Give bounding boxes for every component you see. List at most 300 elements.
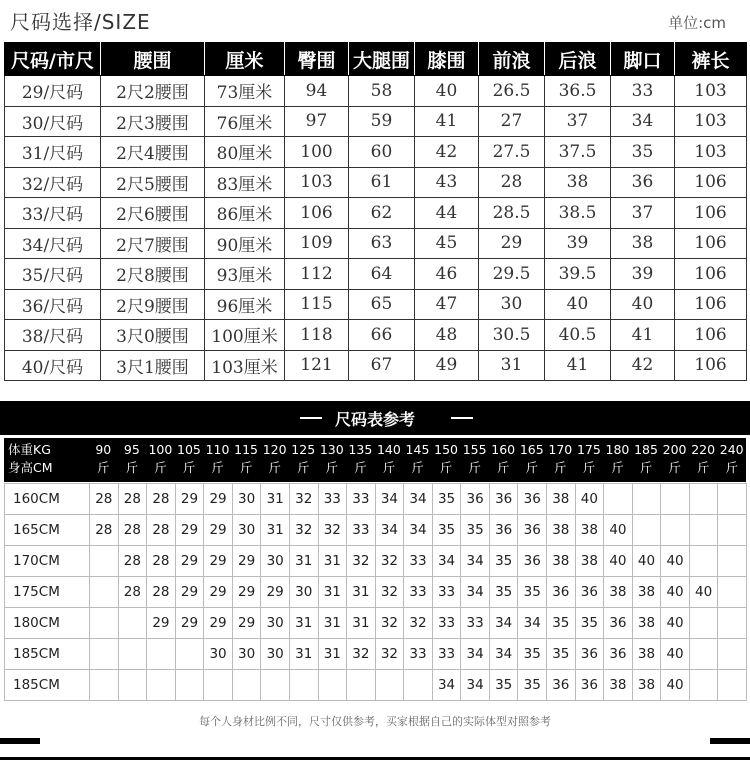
table-cell: 59	[349, 106, 415, 137]
size-cell	[718, 577, 747, 608]
table-cell: 2尺3腰围	[101, 106, 205, 137]
table-cell: 76厘米	[205, 106, 285, 137]
size-cell: 31	[347, 577, 376, 608]
weight-value: 135	[348, 442, 373, 457]
height-axis-label: 身高CM	[8, 460, 53, 475]
size-cell	[661, 515, 690, 546]
size-cell: 36	[489, 515, 518, 546]
size-cell: 33	[404, 546, 433, 577]
size-cell	[689, 639, 718, 670]
weight-column-header	[460, 441, 489, 477]
table-cell: 41	[545, 350, 611, 381]
table-cell: 106	[675, 198, 747, 229]
size-cell: 38	[632, 670, 661, 701]
size-cell	[90, 639, 119, 670]
size-cell	[689, 608, 718, 639]
table-cell: 97	[285, 106, 349, 137]
size-cell: 31	[289, 639, 318, 670]
table-cell: 103	[675, 137, 747, 168]
weight-unit: 斤	[354, 460, 367, 475]
size-cell: 35	[489, 546, 518, 577]
weight-unit: 斤	[411, 460, 424, 475]
size-cell: 29	[232, 608, 261, 639]
size-cell: 40	[661, 546, 690, 577]
divider-dash-right	[451, 417, 473, 419]
size-cell: 29	[175, 484, 204, 515]
reference-divider	[0, 401, 750, 435]
size-cell: 34	[404, 515, 433, 546]
weight-unit: 斤	[554, 460, 567, 475]
table-cell: 35/尺码	[5, 259, 101, 290]
size-cell	[689, 670, 718, 701]
size-table-header	[5, 43, 747, 76]
table-cell: 46	[415, 259, 479, 290]
table-row	[5, 670, 747, 701]
size-column-header: 臀围	[285, 43, 349, 76]
table-cell: 73厘米	[205, 76, 285, 107]
size-cell: 31	[261, 484, 290, 515]
size-cell: 28	[90, 484, 119, 515]
weight-value: 180	[605, 442, 630, 457]
table-cell: 31/尺码	[5, 137, 101, 168]
size-cell	[147, 670, 176, 701]
size-cell: 28	[147, 484, 176, 515]
table-cell: 2尺2腰围	[101, 76, 205, 107]
weight-unit: 斤	[182, 460, 196, 475]
table-cell: 96厘米	[205, 289, 285, 320]
table-row	[5, 106, 747, 137]
size-column-header: 尺码/市尺	[5, 43, 101, 76]
size-cell: 30	[261, 639, 290, 670]
size-cell: 40	[661, 670, 690, 701]
size-cell	[118, 639, 147, 670]
size-cell: 38	[575, 515, 604, 546]
size-cell: 33	[347, 484, 376, 515]
size-cell: 40	[661, 639, 690, 670]
weight-value: 130	[319, 442, 344, 457]
table-cell: 42	[611, 350, 675, 381]
weight-column-header	[689, 441, 718, 477]
weight-column-header	[375, 441, 404, 477]
weight-column-header	[232, 441, 261, 477]
table-row	[5, 484, 747, 515]
weight-unit: 斤	[611, 460, 624, 475]
size-cell	[118, 670, 147, 701]
reference-title: 尺码表参考	[334, 410, 415, 429]
weight-column-header	[603, 441, 632, 477]
table-cell: 49	[415, 350, 479, 381]
table-cell: 32/尺码	[5, 167, 101, 198]
table-row	[5, 639, 747, 670]
size-cell: 36	[518, 515, 547, 546]
height-label: 180CM	[5, 608, 90, 639]
size-cell: 40	[604, 546, 633, 577]
size-cell: 31	[289, 608, 318, 639]
reference-table-body	[5, 484, 747, 701]
weight-axis-label: 体重KG	[8, 442, 51, 457]
table-cell: 61	[349, 167, 415, 198]
page-title: 尺码选择/SIZE	[10, 10, 151, 34]
weight-value: 90	[95, 442, 112, 457]
size-cell: 36	[518, 546, 547, 577]
table-cell: 34/尺码	[5, 228, 101, 259]
weight-column-header	[118, 441, 147, 477]
size-cell: 34	[489, 639, 518, 670]
size-cell: 40	[689, 577, 718, 608]
size-cell: 32	[375, 639, 404, 670]
reference-table	[4, 483, 747, 701]
height-label: 165CM	[5, 515, 90, 546]
size-cell: 35	[489, 577, 518, 608]
size-cell	[632, 515, 661, 546]
size-cell: 31	[318, 608, 347, 639]
table-cell: 48	[415, 320, 479, 351]
weight-value: 170	[548, 442, 573, 457]
table-row	[5, 167, 747, 198]
size-cell: 35	[518, 639, 547, 670]
table-cell: 28.5	[479, 198, 545, 229]
size-cell	[404, 670, 433, 701]
size-cell: 40	[575, 484, 604, 515]
size-cell: 29	[261, 577, 290, 608]
weight-unit: 斤	[325, 460, 339, 475]
table-cell: 36.5	[545, 76, 611, 107]
table-row	[5, 577, 747, 608]
size-cell: 35	[432, 484, 461, 515]
size-cell: 33	[404, 639, 433, 670]
size-cell	[689, 484, 718, 515]
size-cell: 31	[347, 608, 376, 639]
table-cell: 40	[611, 289, 675, 320]
size-cell: 34	[432, 670, 461, 701]
weight-unit: 斤	[525, 460, 538, 475]
table-row	[5, 259, 747, 290]
table-cell: 64	[349, 259, 415, 290]
weight-value: 100	[148, 442, 173, 457]
size-cell	[632, 484, 661, 515]
size-cell: 28	[118, 546, 147, 577]
weight-column-header	[660, 441, 689, 477]
table-row	[5, 289, 747, 320]
table-cell: 103	[675, 106, 747, 137]
weight-column-header	[403, 441, 432, 477]
size-cell: 38	[604, 670, 633, 701]
table-cell: 93厘米	[205, 259, 285, 290]
size-column-header: 裤长	[675, 43, 747, 76]
table-cell: 106	[675, 259, 747, 290]
size-cell: 36	[604, 608, 633, 639]
table-cell: 58	[349, 76, 415, 107]
size-cell: 40	[632, 546, 661, 577]
table-cell: 33	[611, 76, 675, 107]
table-row	[5, 228, 747, 259]
size-cell: 28	[147, 546, 176, 577]
weight-column-header	[432, 441, 461, 477]
weight-value: 95	[123, 442, 140, 457]
table-cell: 39.5	[545, 259, 611, 290]
weight-unit: 斤	[239, 460, 253, 475]
weight-value: 140	[376, 442, 401, 457]
table-cell: 28	[479, 167, 545, 198]
table-row	[5, 137, 747, 168]
size-cell: 29	[232, 546, 261, 577]
size-cell: 40	[604, 515, 633, 546]
size-cell: 30	[232, 639, 261, 670]
size-cell: 32	[289, 484, 318, 515]
table-cell: 40	[545, 289, 611, 320]
size-cell: 29	[204, 577, 233, 608]
weight-column-header	[289, 441, 318, 477]
size-cell	[175, 670, 204, 701]
size-cell: 28	[118, 515, 147, 546]
table-cell: 36	[611, 167, 675, 198]
table-cell: 41	[611, 320, 675, 351]
size-cell: 36	[518, 484, 547, 515]
size-cell: 28	[118, 484, 147, 515]
size-cell: 30	[261, 608, 290, 639]
weight-unit: 斤	[582, 460, 596, 475]
table-cell: 44	[415, 198, 479, 229]
table-cell: 106	[675, 320, 747, 351]
weight-column-header	[89, 441, 118, 477]
size-table-body	[5, 76, 747, 381]
table-cell: 94	[285, 76, 349, 107]
size-cell	[289, 670, 318, 701]
size-cell: 34	[375, 515, 404, 546]
size-cell: 29	[175, 608, 204, 639]
weight-value: 125	[291, 442, 316, 457]
table-cell: 39	[611, 259, 675, 290]
weight-column-header	[260, 441, 289, 477]
size-cell	[718, 546, 747, 577]
table-cell: 118	[285, 320, 349, 351]
size-cell: 35	[547, 608, 576, 639]
size-cell: 28	[90, 515, 119, 546]
table-cell: 40/尺码	[5, 350, 101, 381]
table-cell: 41	[415, 106, 479, 137]
table-cell: 30	[479, 289, 545, 320]
weight-unit: 斤	[696, 460, 710, 475]
table-cell: 30.5	[479, 320, 545, 351]
weight-unit: 斤	[725, 460, 738, 475]
size-cell	[175, 639, 204, 670]
size-cell: 38	[632, 608, 661, 639]
table-cell: 38	[545, 167, 611, 198]
size-cell: 38	[632, 577, 661, 608]
size-cell: 33	[432, 577, 461, 608]
table-cell: 109	[285, 228, 349, 259]
size-cell: 33	[432, 639, 461, 670]
size-cell: 35	[575, 608, 604, 639]
table-row	[5, 350, 747, 381]
size-cell	[261, 670, 290, 701]
size-cell: 35	[489, 670, 518, 701]
size-cell: 30	[232, 484, 261, 515]
size-cell: 31	[318, 577, 347, 608]
size-cell	[318, 670, 347, 701]
unit-label: 单位:cm	[668, 14, 726, 32]
size-cell: 33	[432, 608, 461, 639]
table-cell: 2尺8腰围	[101, 259, 205, 290]
size-cell	[718, 608, 747, 639]
table-cell: 31	[479, 350, 545, 381]
size-cell: 36	[461, 484, 490, 515]
weight-value: 155	[462, 442, 487, 457]
table-cell: 27	[479, 106, 545, 137]
weight-value: 150	[434, 442, 458, 457]
weight-value: 175	[576, 442, 601, 457]
table-cell: 83厘米	[205, 167, 285, 198]
weight-unit: 斤	[154, 460, 167, 475]
size-cell: 34	[461, 639, 490, 670]
table-cell: 66	[349, 320, 415, 351]
size-cell: 34	[461, 577, 490, 608]
height-label: 175CM	[5, 577, 90, 608]
size-cell	[718, 515, 747, 546]
footer-line	[0, 757, 750, 760]
size-cell: 38	[547, 546, 576, 577]
weight-column-header	[489, 441, 518, 477]
weight-value: 240	[719, 442, 744, 457]
size-cell: 29	[204, 484, 233, 515]
weight-unit: 斤	[211, 460, 224, 475]
size-cell: 31	[318, 546, 347, 577]
reference-corner	[8, 441, 68, 477]
size-cell	[90, 670, 119, 701]
size-cell: 35	[518, 670, 547, 701]
size-cell	[689, 546, 718, 577]
table-cell: 27.5	[479, 137, 545, 168]
footer-bar-left	[0, 738, 40, 744]
size-cell: 29	[204, 608, 233, 639]
size-cell: 33	[347, 515, 376, 546]
table-cell: 37	[611, 198, 675, 229]
size-cell: 38	[632, 639, 661, 670]
weight-column-header	[175, 441, 204, 477]
table-cell: 112	[285, 259, 349, 290]
size-column-header: 大腿围	[349, 43, 415, 76]
size-cell: 36	[604, 639, 633, 670]
table-cell: 103	[675, 76, 747, 107]
size-cell: 36	[547, 577, 576, 608]
size-cell	[604, 484, 633, 515]
table-cell: 42	[415, 137, 479, 168]
table-cell: 103厘米	[205, 350, 285, 381]
size-cell: 34	[404, 484, 433, 515]
size-cell: 29	[175, 577, 204, 608]
table-cell: 40.5	[545, 320, 611, 351]
weight-unit: 斤	[439, 460, 453, 475]
table-cell: 106	[675, 167, 747, 198]
size-cell: 32	[404, 608, 433, 639]
table-cell: 65	[349, 289, 415, 320]
height-label: 170CM	[5, 546, 90, 577]
weight-column-header	[632, 441, 661, 477]
table-cell: 45	[415, 228, 479, 259]
size-cell: 31	[289, 546, 318, 577]
weight-value: 105	[177, 442, 201, 457]
table-row	[5, 515, 747, 546]
table-cell: 63	[349, 228, 415, 259]
size-cell: 32	[289, 515, 318, 546]
table-cell: 100	[285, 137, 349, 168]
size-cell: 32	[347, 546, 376, 577]
size-cell: 28	[147, 515, 176, 546]
size-cell	[661, 484, 690, 515]
table-row	[5, 608, 747, 639]
size-cell	[90, 546, 119, 577]
size-cell: 34	[432, 546, 461, 577]
table-row	[5, 198, 747, 229]
size-cell: 32	[375, 608, 404, 639]
size-cell: 38	[604, 577, 633, 608]
weight-value: 220	[691, 442, 716, 457]
size-cell: 36	[575, 670, 604, 701]
size-column-header: 前浪	[479, 43, 545, 76]
weight-unit: 斤	[668, 460, 681, 475]
size-cell: 35	[518, 577, 547, 608]
size-cell: 32	[375, 546, 404, 577]
size-cell: 33	[461, 608, 490, 639]
size-cell: 30	[261, 546, 290, 577]
table-cell: 2尺5腰围	[101, 167, 205, 198]
size-cell: 32	[375, 577, 404, 608]
size-column-header: 腰围	[101, 43, 205, 76]
table-cell: 29.5	[479, 259, 545, 290]
weight-value: 165	[519, 442, 544, 457]
table-cell: 38	[611, 228, 675, 259]
table-cell: 29/尺码	[5, 76, 101, 107]
size-cell: 31	[318, 639, 347, 670]
size-cell: 29	[232, 577, 261, 608]
size-column-header: 膝围	[415, 43, 479, 76]
weight-value: 200	[662, 442, 687, 457]
size-cell: 30	[232, 515, 261, 546]
size-cell: 36	[547, 670, 576, 701]
size-cell: 29	[204, 515, 233, 546]
size-cell: 34	[518, 608, 547, 639]
size-cell: 29	[204, 546, 233, 577]
table-cell: 26.5	[479, 76, 545, 107]
table-cell: 37.5	[545, 137, 611, 168]
size-table	[4, 42, 747, 381]
size-cell	[347, 670, 376, 701]
table-cell: 90厘米	[205, 228, 285, 259]
table-cell: 35	[611, 137, 675, 168]
table-cell: 80厘米	[205, 137, 285, 168]
table-row	[5, 76, 747, 107]
size-cell: 34	[489, 608, 518, 639]
title-row	[0, 0, 750, 40]
weight-unit: 斤	[639, 460, 653, 475]
table-cell: 3尺0腰围	[101, 320, 205, 351]
size-cell: 38	[547, 515, 576, 546]
table-cell: 36/尺码	[5, 289, 101, 320]
table-cell: 30/尺码	[5, 106, 101, 137]
weight-unit: 斤	[296, 460, 310, 475]
table-cell: 2尺4腰围	[101, 137, 205, 168]
size-cell	[90, 608, 119, 639]
size-cell	[718, 639, 747, 670]
size-cell: 31	[261, 515, 290, 546]
size-column-header: 厘米	[205, 43, 285, 76]
size-cell: 36	[575, 639, 604, 670]
size-cell	[147, 639, 176, 670]
size-cell: 35	[461, 515, 490, 546]
weight-unit: 斤	[125, 460, 139, 475]
size-cell	[375, 670, 404, 701]
table-cell: 39	[545, 228, 611, 259]
